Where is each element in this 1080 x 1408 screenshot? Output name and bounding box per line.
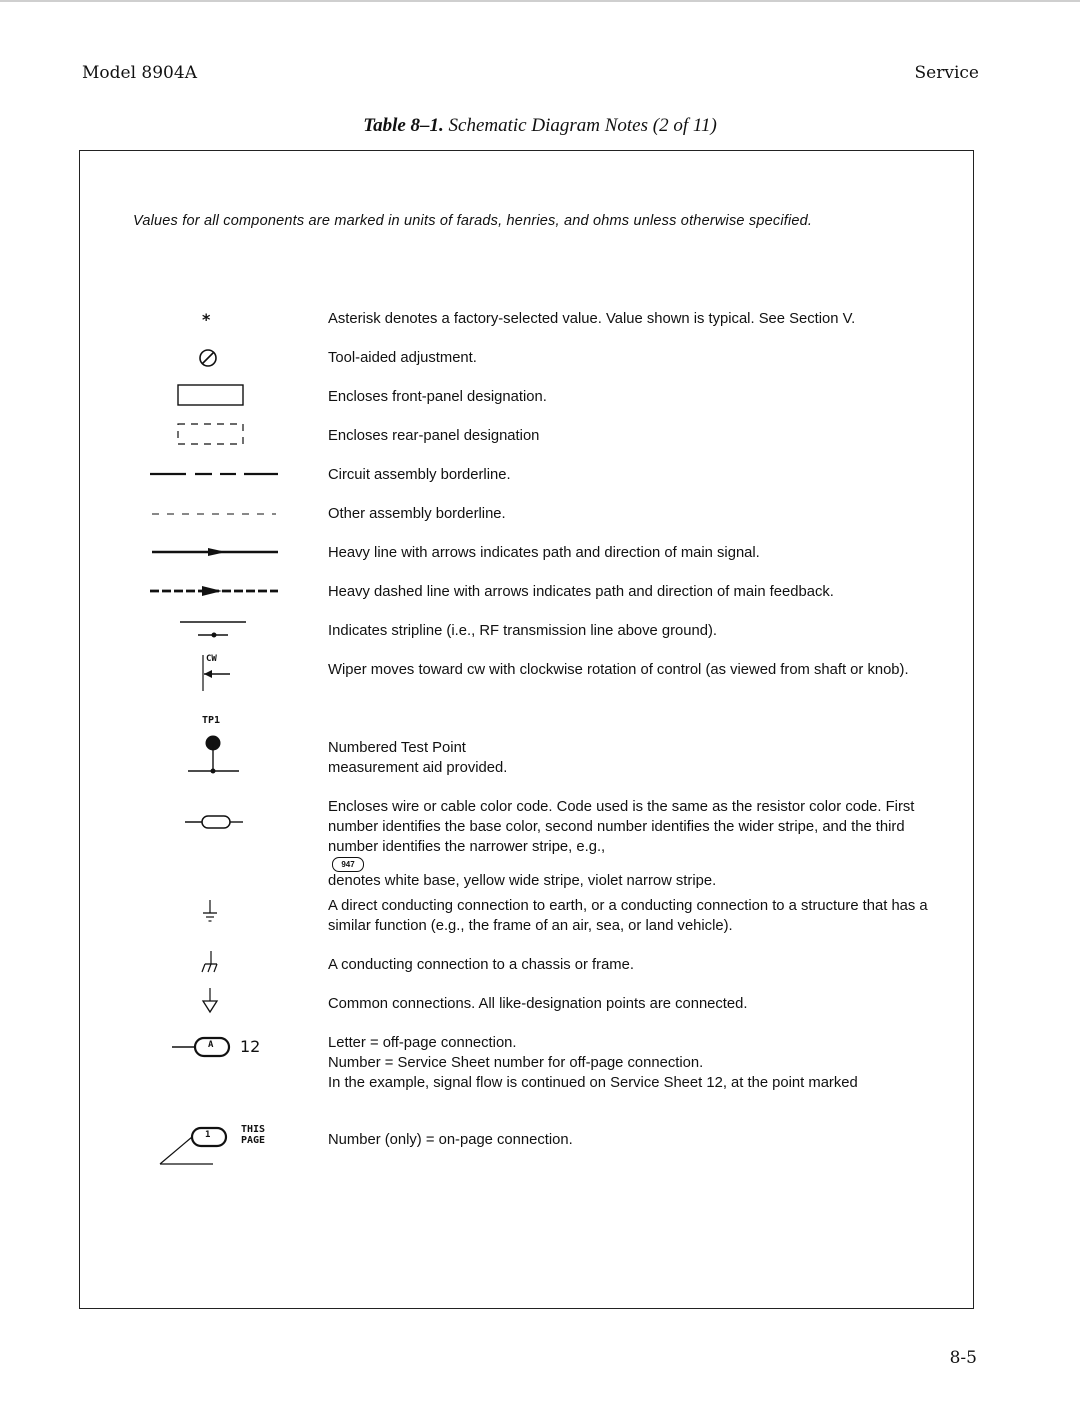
stripline-desc: Indicates stripline (i.e., RF transmission line above ground). (328, 623, 718, 639)
test-point-line-1: Numbered Test Point (328, 740, 466, 756)
earth-ground-icon (140, 897, 290, 957)
cw-label: CW (206, 654, 217, 664)
test-point-icon (140, 712, 290, 782)
color-code-oval-icon (140, 798, 290, 858)
offpage-connector-icon (140, 1034, 290, 1094)
table-number: Table 8–1. (363, 115, 444, 136)
intro-note: Values for all components are marked in units of farads, henries, and ohms unless otherwise specified. (133, 213, 813, 229)
onpage-number: 1 (205, 1130, 211, 1140)
heavy-line-desc: Heavy line with arrows indicates path and direction of main signal. (328, 545, 760, 561)
this-label: THIS (241, 1124, 266, 1135)
wiper-desc: Wiper moves toward cw with clockwise rotation of control (as viewed from shaft or knob). (328, 662, 909, 678)
section-header: Service (914, 63, 979, 83)
onpage-desc: Number (only) = on-page connection. (328, 1132, 573, 1148)
offpage-line-1: Letter = off-page connection. (328, 1035, 517, 1051)
color-code-example-badge: 947 (332, 857, 364, 872)
table-title (0, 115, 1080, 137)
heavy-dashed-desc: Heavy dashed line with arrows indicates path and direction of main feedback. (328, 584, 834, 600)
color-code-text (328, 799, 943, 889)
tool-desc: Tool-aided adjustment. (328, 350, 477, 366)
asterisk-desc: Asterisk denotes a factory-selected value. Value shown is typical. See Section V. (328, 311, 856, 327)
offpage-desc (328, 1034, 943, 1093)
offpage-letter: A (208, 1040, 214, 1050)
tp-label: TP1 (202, 715, 221, 726)
offpage-line-2: Number = Service Sheet number for off-page connection. (328, 1054, 704, 1071)
onpage-connector-icon (140, 1124, 290, 1191)
test-point-line-2: measurement aid provided. (328, 759, 508, 776)
test-point-desc (328, 739, 943, 779)
offpage-sheet-number: 12 (240, 1037, 261, 1056)
color-code-text-a: Encloses wire or cable color code. Code used is the same as the resistor color code. First number identifies the base color, second number identifies the wider stripe, and the third number identifies the narrower stripe, e.g., (328, 799, 915, 855)
asterisk-glyph: * (202, 310, 211, 329)
chassis-desc: A conducting connection to a chassis or frame. (328, 957, 634, 973)
top-rule (0, 0, 1080, 2)
color-code-text-b: denotes white base, yellow wide stripe, violet narrow stripe. (328, 873, 717, 890)
earth-desc: A direct conducting connection to earth, or a conducting connection to a structure that has a similar function (e.g., the frame of an air, sea, or land vehicle). (328, 898, 928, 934)
common-desc: Common connections. All like-designation points are connected. (328, 996, 748, 1012)
rear-panel-desc: Encloses rear-panel designation (328, 428, 540, 444)
table-caption: Schematic Diagram Notes (2 of 11) (448, 115, 717, 136)
circuit-border-desc: Circuit assembly borderline. (328, 467, 511, 483)
offpage-line-3: In the example, signal flow is continued on Service Sheet 12, at the point marked (328, 1074, 858, 1091)
page-label: PAGE (241, 1135, 266, 1146)
other-border-desc: Other assembly borderline. (328, 506, 506, 522)
model-header: Model 8904A (82, 63, 197, 83)
front-panel-desc: Encloses front-panel designation. (328, 389, 547, 405)
color-code-desc (328, 798, 943, 892)
page-number: 8-5 (949, 1348, 977, 1368)
